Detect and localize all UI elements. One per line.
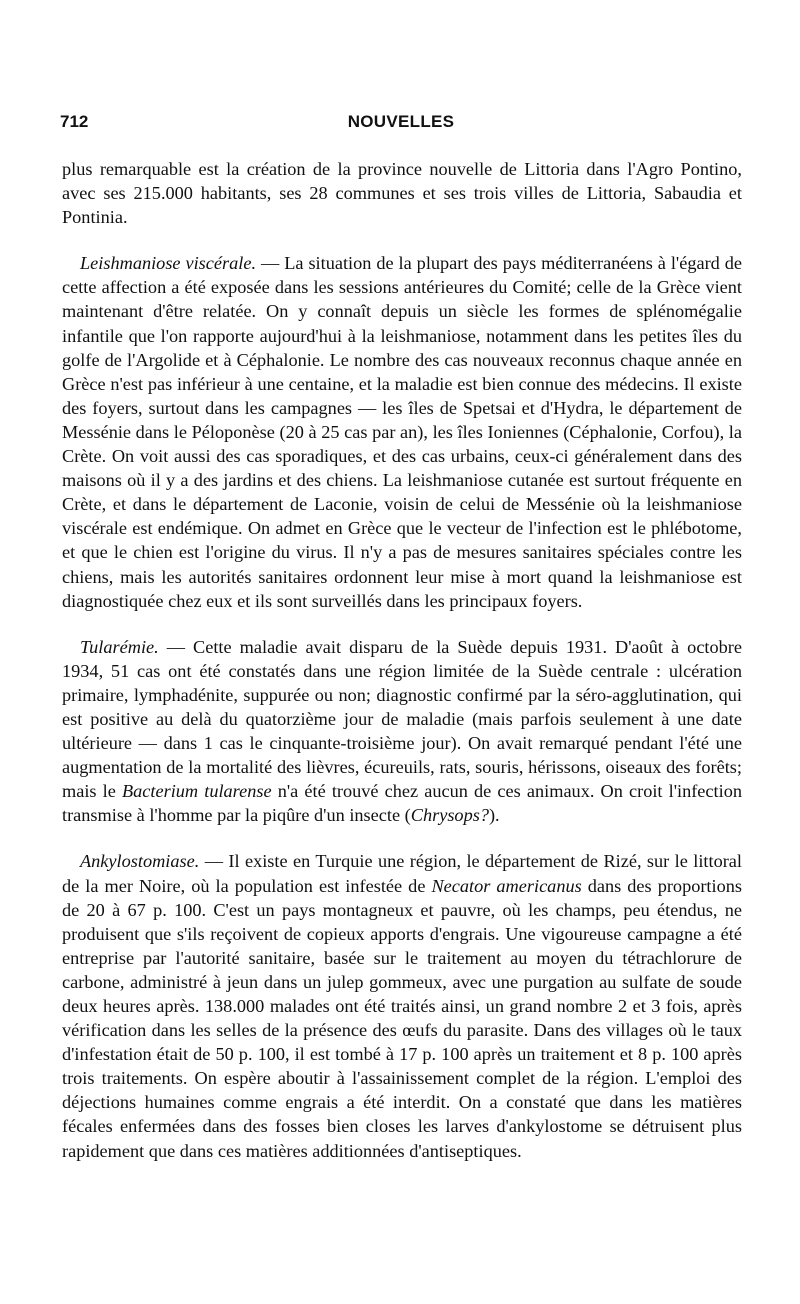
section-heading-tularemie: Tularémie. xyxy=(80,636,159,657)
page-number: 712 xyxy=(60,112,89,131)
article-body xyxy=(62,157,742,1163)
page-header xyxy=(60,112,742,138)
paragraph-text: — Cette maladie avait disparu de la Suède depuis 1931. D'août à octobre 1934, 51 cas ont été constatés dans une région limitée de la Suède centrale : ulcération primaire, lymphadénite, suppurée ou non; diagnostic confirmé par la séro-agglutination, qui est positive au delà du quatorzième jour de maladie (mais parfois seulement à une date ultérieure — dans 1 cas le cinquante-troisième jour). On avait remarqué pendant l'été une augmentation de la mortalité des lièvres, écureuils, rats, souris, hérissons, oiseaux des forêts; mais le xyxy=(62,636,742,802)
paragraph-littoria xyxy=(62,157,742,229)
section-heading-ankylostomiase: Ankylostomiase. xyxy=(80,851,200,872)
paragraph-text: ). xyxy=(488,805,500,826)
paragraph-leishmaniose xyxy=(62,251,742,612)
paragraph-text: n'a été trouvé chez aucun de ces animaux. On croit l'infection transmise à l'homme par la piqûre d'un insecte ( xyxy=(62,781,742,826)
paragraph-text: dans des proportions de 20 à 67 p. 100. C'est un pays montagneux et pauvre, où les champs, peu étendus, ne produisent que s'ils reçoivent de copieux apports d'engrais. Une vigoureuse campagne a été entreprise par l'autorité sanitaire, basée sur le traitement au moyen du tétrachlorure de carbone, administré à jeun dans un julep gommeux, avec une purgation au sulfate de soude deux heures après. 138.000 malades ont été traités ainsi, un grand nombre 2 et 3 fois, après vérification dans les selles de la présence des œufs du parasite. Dans des villages où le taux d'infestation était de 50 p. 100, il est tombé à 17 p. 100 après un traitement et 8 p. 100 après trois traitements. On espère aboutir à l'assainissement complet de la région. L'emploi des déjections humaines comme engrais a été interdit. On a constaté que dans les matières fécales enfermées dans des fosses bien closes les larves d'ankylostome se détruisent plus rapidement que dans ces matières additionnées d'antiseptiques. xyxy=(62,875,742,1161)
paragraph-text: plus remarquable est la création de la province nouvelle de Littoria dans l'Agro Pontino, avec ses 215.000 habitants, ses 28 communes et ses trois villes de Littoria, Sabaudia et Pontinia. xyxy=(62,159,742,228)
section-heading-leishmaniose: Leishmaniose viscérale. xyxy=(80,253,257,274)
paragraph-ankylostomiase xyxy=(62,849,742,1162)
running-title: NOUVELLES xyxy=(347,112,455,131)
paragraph-tularemie xyxy=(62,635,742,828)
paragraph-text: — La situation de la plupart des pays méditerranéens à l'égard de cette affection a été exposée dans les sessions antérieures du Comité; celle de la Grèce vient maintenant d'être relatée. On y connaît depuis un siècle les formes de splénomégalie infantile que l'on rapporte aujourd'hui à la leishmaniose, notamment dans les petites îles du golfe de l'Argolide et à Céphalonie. Le nombre des cas nouveaux reconnus chaque année en Grèce n'est pas inférieur à une centaine, et la maladie est bien connue des médecins. Il existe des foyers, surtout dans les campagnes — les îles de Spetsai et d'Hydra, le département de Messénie dans le Péloponèse (20 à 25 cas par an), les îles Ioniennes (Céphalonie, Corfou), la Crète. On voit aussi des cas sporadiques, et des cas urbains, ceux-ci généralement dans des maisons où il y a des jardins et des chiens. La leishmaniose cutanée est surtout fréquente en Crète, et dans le département de Laconie, voisin de celui de Messénie où la leishmaniose viscérale est endémique. On admet en Grèce que le vecteur de l'infection est le phlébotome, et que le chien est l'origine du virus. Il n'y a pas de mesures sanitaires spéciales contre les chiens, mais les autorités sanitaires ordonnent leur mise à mort quand la leishmaniose est diagnostiquée chez eux et ils sont surveillés dans les principaux foyers. xyxy=(62,253,742,611)
species-name: Necator americanus xyxy=(431,875,582,896)
insect-name: Chrysops? xyxy=(410,805,489,826)
species-name: Bacterium tularense xyxy=(121,781,272,802)
paragraph-text: — Il existe en Turquie une région, le département de Rizé, sur le littoral de la mer Noire, où la population est infestée de xyxy=(62,851,742,896)
